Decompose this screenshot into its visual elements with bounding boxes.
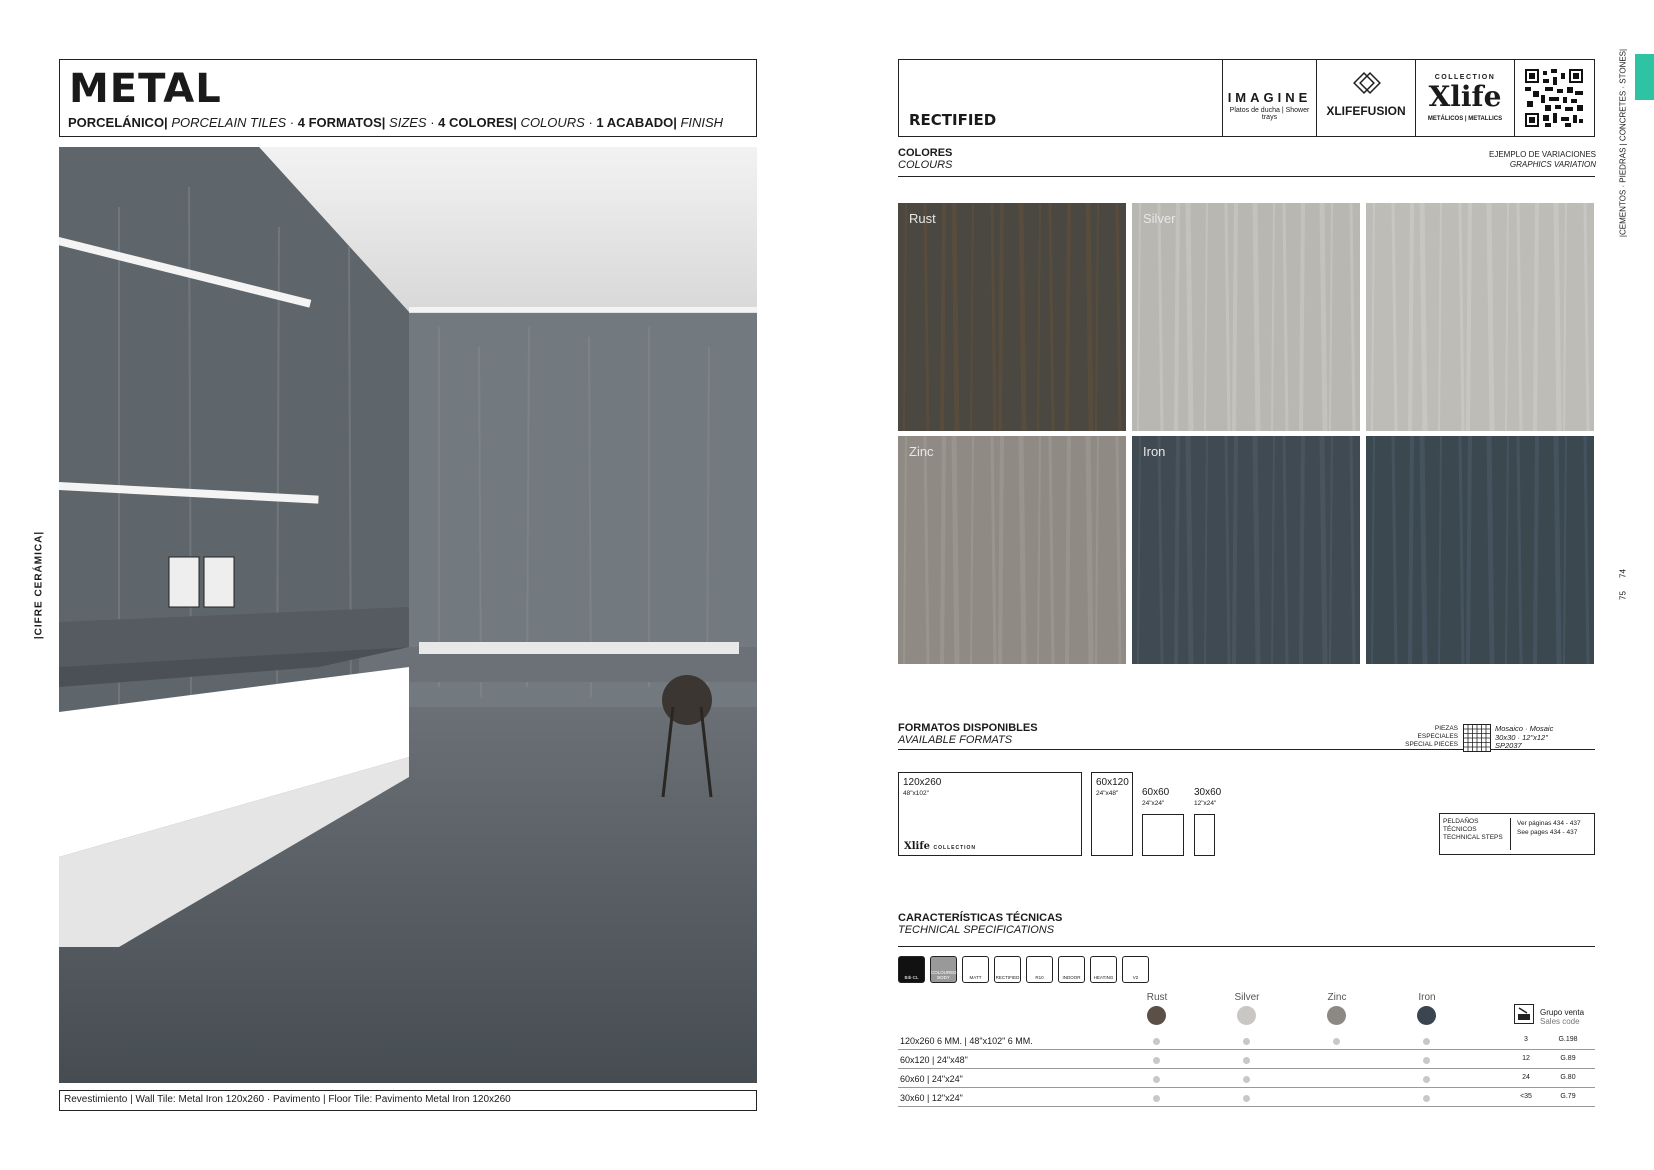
imagine-title: IMAGINE bbox=[1227, 90, 1312, 105]
special-pieces bbox=[1400, 724, 1596, 754]
formats-subtitle: AVAILABLE FORMATS bbox=[898, 734, 1013, 746]
slip-icon: R10 bbox=[1026, 956, 1053, 983]
color-tile bbox=[1366, 203, 1594, 431]
row-sales-group: G.80 bbox=[1560, 1074, 1576, 1081]
table-row bbox=[898, 1070, 1595, 1088]
tile-texture bbox=[898, 436, 1126, 664]
product-title: METAL bbox=[69, 66, 222, 112]
xlife-mini-collection: COLLECTION bbox=[933, 845, 977, 851]
indoor-icon: INDOOR bbox=[1058, 956, 1085, 983]
availability-dot bbox=[1423, 1057, 1430, 1064]
porcelain-icon: COLOURED BODY bbox=[930, 956, 957, 983]
table-row bbox=[898, 1089, 1595, 1107]
format-60x120 bbox=[1091, 772, 1133, 856]
matt-icon: MATT bbox=[962, 956, 989, 983]
tech-heading bbox=[898, 912, 1062, 936]
format-metric: 120x260 bbox=[903, 777, 942, 788]
format-60x60-label bbox=[1142, 787, 1184, 807]
availability-dot bbox=[1423, 1038, 1430, 1045]
format-120x260 bbox=[898, 772, 1082, 856]
spec-column-name: Rust bbox=[1146, 992, 1168, 1003]
variation-es: EJEMPLO DE VARIACIONES bbox=[1489, 150, 1596, 159]
separator: · bbox=[584, 115, 597, 130]
imagine-logo bbox=[1222, 60, 1316, 136]
heat-icon: HEATING bbox=[1090, 956, 1117, 983]
availability-dot bbox=[1243, 1095, 1250, 1102]
availability-dot bbox=[1243, 1076, 1250, 1083]
color-swatch bbox=[1417, 1006, 1436, 1025]
availability-dot bbox=[1423, 1095, 1430, 1102]
xlife-collection: COLLECTION bbox=[1434, 74, 1496, 81]
sales-code-icon bbox=[1514, 1004, 1534, 1024]
availability-dot bbox=[1333, 1038, 1340, 1045]
separator: · bbox=[426, 115, 439, 130]
row-pieces: <35 bbox=[1520, 1093, 1532, 1100]
availability-dot bbox=[1153, 1095, 1160, 1102]
page-number: 74 bbox=[1618, 569, 1628, 578]
format-60x60 bbox=[1142, 814, 1184, 856]
row-sales-group: G.198 bbox=[1558, 1036, 1578, 1043]
mosaic-code: SP2037 bbox=[1495, 741, 1522, 750]
row-pieces: 24 bbox=[1522, 1074, 1530, 1081]
sales-code-es: Grupo venta bbox=[1540, 1008, 1585, 1017]
brand-side-text: |CIFRE CERÁMICA| bbox=[33, 530, 45, 640]
fusion-title: XLIFEFUSION bbox=[1326, 104, 1406, 118]
tile-texture bbox=[1366, 203, 1594, 431]
row-pieces: 3 bbox=[1524, 1036, 1528, 1043]
xlife-mini-logo bbox=[904, 841, 976, 852]
technical-steps bbox=[1439, 813, 1595, 855]
material-es: PORCELÁNICO| bbox=[68, 115, 168, 130]
mosaic-info bbox=[1495, 725, 1553, 751]
color-swatch bbox=[1237, 1006, 1256, 1025]
xlife-mini-brand: Xlife bbox=[904, 841, 931, 852]
xlife-subtitle: METÁLICOS | METALLICS bbox=[1427, 116, 1503, 122]
colours-es: 4 COLORES| bbox=[438, 115, 517, 130]
spec-column-name: Iron bbox=[1418, 992, 1436, 1003]
bathroom-illustration bbox=[59, 147, 757, 1083]
product-subtitle bbox=[68, 115, 723, 130]
steps-label: PELDAÑOS TÉCNICOS TECHNICAL STEPS bbox=[1443, 818, 1511, 850]
spec-column-name: Zinc bbox=[1327, 992, 1347, 1003]
color-tile bbox=[1132, 436, 1360, 664]
color-tile bbox=[898, 436, 1126, 664]
sizes-en: SIZES bbox=[385, 115, 427, 130]
tile-label: Rust bbox=[909, 211, 936, 226]
variation-note bbox=[1400, 150, 1596, 170]
brand-side-label bbox=[29, 530, 49, 640]
color-swatch bbox=[1147, 1006, 1166, 1025]
rectified-icon: RECTIFIED bbox=[994, 956, 1021, 983]
divider bbox=[898, 946, 1595, 947]
format-30x60 bbox=[1194, 814, 1215, 856]
row-size: 30x60 | 12"x24" bbox=[900, 1093, 963, 1103]
rectified-label: RECTIFIED bbox=[909, 111, 997, 129]
format-imperial: 48"x102" bbox=[903, 790, 929, 797]
row-sales-group: G.89 bbox=[1560, 1055, 1576, 1062]
colors-heading bbox=[898, 147, 952, 171]
formats-title: FORMATOS DISPONIBLES bbox=[898, 722, 1038, 734]
sales-code-en: Sales code bbox=[1540, 1017, 1580, 1026]
availability-dot bbox=[1153, 1076, 1160, 1083]
tile-texture bbox=[1366, 436, 1594, 664]
tile-texture bbox=[1132, 203, 1360, 431]
variation-en: GRAPHICS VARIATION bbox=[1509, 160, 1596, 169]
format-imperial: 24"x48" bbox=[1096, 790, 1119, 797]
special-pieces-label: PIEZAS ESPECIALES SPECIAL PIECES bbox=[1405, 725, 1458, 748]
tile-label: Iron bbox=[1143, 444, 1166, 459]
table-row bbox=[898, 1051, 1595, 1069]
xlife-title: Xlife bbox=[1428, 80, 1502, 113]
xlife-logo bbox=[1415, 60, 1514, 136]
colours-en: COLOURS bbox=[516, 115, 585, 130]
v2-icon: V2 bbox=[1122, 956, 1149, 983]
format-metric: 30x60 bbox=[1194, 787, 1222, 798]
imagine-subtitle: Platos de ducha | Shower trays bbox=[1229, 107, 1310, 121]
color-tile bbox=[898, 203, 1126, 431]
steps-pages bbox=[1517, 819, 1581, 837]
row-size: 60x60 | 24"x24" bbox=[900, 1074, 963, 1084]
format-metric: 60x120 bbox=[1096, 777, 1129, 788]
availability-dot bbox=[1423, 1076, 1430, 1083]
formats-heading bbox=[898, 722, 1038, 746]
availability-dot bbox=[1153, 1057, 1160, 1064]
xlifefusion-logo bbox=[1316, 60, 1415, 136]
finish-es: 1 ACABADO| bbox=[596, 115, 677, 130]
steps-pages-en: See pages 434 - 437 bbox=[1517, 829, 1578, 836]
sales-code-header bbox=[1540, 1008, 1584, 1026]
bathroom-photo bbox=[59, 147, 757, 1083]
divider bbox=[898, 176, 1595, 177]
tech-title: CARACTERÍSTICAS TÉCNICAS bbox=[898, 912, 1063, 924]
qr-cell bbox=[1514, 60, 1594, 136]
material-en: PORCELAIN TILES bbox=[167, 115, 287, 130]
format-imperial: 24"x24" bbox=[1142, 800, 1165, 807]
tile-label: Zinc bbox=[909, 444, 934, 459]
collection-header bbox=[898, 59, 1595, 137]
tile-texture bbox=[898, 203, 1126, 431]
color-tile bbox=[1366, 436, 1594, 664]
photo-caption: Revestimiento | Wall Tile: Metal Iron 120x260 · Pavimento | Floor Tile: Pavimento Metal Iron 120x260 bbox=[59, 1090, 757, 1111]
tile-texture bbox=[1132, 436, 1360, 664]
availability-dot bbox=[1153, 1038, 1160, 1045]
colors-subtitle: COLOURS bbox=[898, 159, 953, 171]
tile-label: Silver bbox=[1143, 211, 1176, 226]
row-size: 60x120 | 24"x48" bbox=[900, 1055, 968, 1065]
sizes-es: 4 FORMATOS| bbox=[297, 115, 386, 130]
page-numbers bbox=[1612, 563, 1634, 609]
mosaic-grid-icon bbox=[1463, 724, 1491, 752]
availability-dot bbox=[1243, 1057, 1250, 1064]
color-tile bbox=[1132, 203, 1360, 431]
format-30x60-label bbox=[1194, 787, 1234, 807]
product-header bbox=[59, 59, 757, 137]
row-pieces: 12 bbox=[1522, 1055, 1530, 1062]
section-tab bbox=[1635, 54, 1654, 100]
mosaic-size: 30x30 · 12"x12" bbox=[1495, 732, 1548, 742]
mosaic-name: Mosaico · Mosaic bbox=[1495, 724, 1554, 733]
format-imperial: 12"x24" bbox=[1194, 800, 1217, 807]
availability-dot bbox=[1243, 1038, 1250, 1045]
steps-pages-es: Ver páginas 434 - 437 bbox=[1517, 820, 1581, 827]
row-size: 120x260 6 MM. | 48"x102" 6 MM. bbox=[900, 1036, 1033, 1046]
page-number: 75 bbox=[1618, 591, 1628, 600]
category-side-text: |CEMENTOS · PIEDRAS | CONCRETES · STONES| bbox=[1618, 48, 1628, 238]
color-swatch bbox=[1327, 1006, 1346, 1025]
fusion-mark-icon bbox=[1353, 72, 1381, 100]
category-side-label bbox=[1614, 48, 1632, 238]
table-row bbox=[898, 1032, 1595, 1050]
tech-subtitle: TECHNICAL SPECIFICATIONS bbox=[898, 924, 1055, 936]
bib1-icon: BIb-CL bbox=[898, 956, 925, 983]
finish-en: FINISH bbox=[676, 115, 724, 130]
format-metric: 60x60 bbox=[1142, 787, 1170, 798]
colors-title: COLORES bbox=[898, 147, 953, 159]
row-sales-group: G.79 bbox=[1560, 1093, 1576, 1100]
qr-code-icon[interactable] bbox=[1525, 69, 1583, 127]
separator: · bbox=[286, 115, 298, 130]
spec-column-name: Silver bbox=[1234, 992, 1260, 1003]
